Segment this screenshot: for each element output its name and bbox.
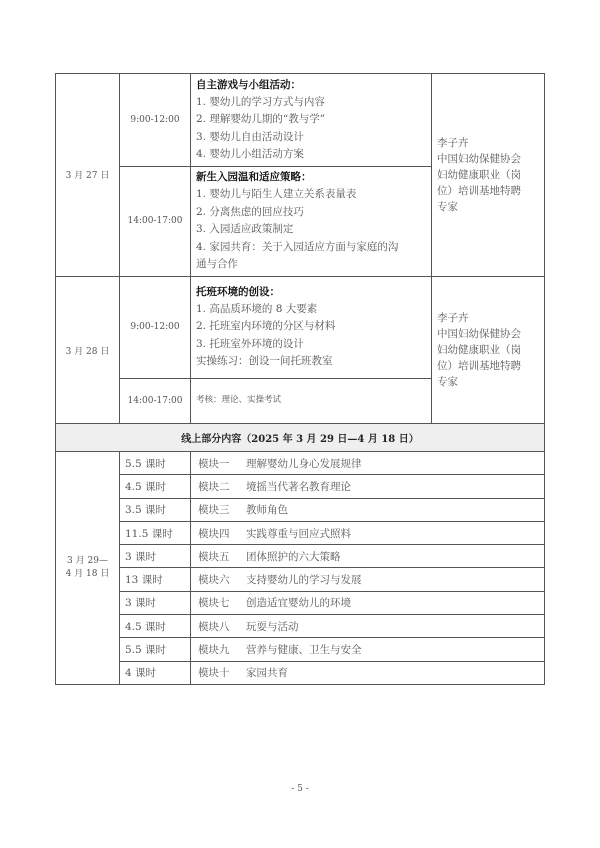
module-number: 模块二 — [198, 480, 230, 493]
module-hours: 3 课时 — [120, 591, 191, 614]
session-item: 考核：理论、实操考试 — [196, 395, 282, 406]
module-name: 家园共育 — [246, 667, 288, 680]
table-row — [56, 498, 545, 521]
table-row — [56, 568, 545, 591]
module-cell — [191, 591, 545, 614]
time-cell: 9:00-12:00 — [120, 74, 191, 167]
module-cell — [191, 661, 545, 684]
table-row — [56, 74, 545, 167]
time-cell: 14:00-17:00 — [120, 167, 191, 277]
session-item: 1. 婴幼儿与陌生人建立关系表量表 — [196, 188, 357, 200]
table-row — [56, 545, 545, 568]
session-title: 托班环境的创设： — [196, 285, 280, 298]
session-title: 自主游戏与小组活动： — [196, 78, 301, 91]
session-item: 2. 分离焦虑的回应技巧 — [196, 205, 304, 218]
session-item: 1. 高品质环境的 8 大要素 — [196, 302, 318, 315]
table-row — [56, 521, 545, 544]
module-hours: 3.5 课时 — [120, 498, 191, 521]
time-cell: 9:00-12:00 — [120, 276, 191, 378]
module-number: 模块八 — [198, 620, 230, 633]
module-cell — [191, 521, 545, 544]
module-name: 境摇当代著名教育理论 — [246, 480, 351, 493]
session-item: 实操练习：创设一间托班教室 — [196, 355, 333, 367]
time-cell: 14:00-17:00 — [120, 378, 191, 424]
teacher-title: 妇幼健康职业（岗 — [437, 344, 521, 356]
module-name: 理解婴幼儿身心发展规律 — [246, 457, 362, 470]
session-content — [191, 167, 432, 277]
module-cell — [191, 498, 545, 521]
module-number: 模块一 — [198, 457, 230, 470]
online-section-header: 线上部分内容（2025 年 3 月 29 日—4 月 18 日） — [56, 424, 545, 452]
module-number: 模块四 — [198, 527, 230, 540]
teacher-name: 李子卉 — [437, 312, 469, 324]
module-number: 模块五 — [198, 550, 230, 563]
module-hours: 3 课时 — [120, 545, 191, 568]
module-cell — [191, 568, 545, 591]
teacher-title: 位）培训基地特聘 — [437, 184, 521, 197]
date-cell: 3 月 28 日 — [56, 276, 120, 424]
offline-schedule-table — [55, 73, 545, 425]
session-item: 3. 婴幼儿自由活动设计 — [196, 130, 304, 143]
teacher-title: 中国妇幼保健协会 — [437, 152, 521, 165]
date-range-end: 4 月 18 日 — [65, 568, 110, 579]
module-name: 团体照护的六大策略 — [246, 550, 341, 563]
table-row — [56, 638, 545, 661]
teacher-title: 中国妇幼保健协会 — [437, 328, 521, 340]
session-content — [191, 74, 432, 167]
session-item: 2. 理解婴幼儿期的“教与学” — [196, 113, 326, 125]
table-row — [56, 276, 545, 378]
online-date-range — [56, 452, 120, 685]
date-range-start: 3 月 29— — [67, 555, 108, 566]
teacher-cell — [432, 74, 545, 277]
module-hours: 11.5 课时 — [120, 521, 191, 544]
module-cell — [191, 545, 545, 568]
session-item: 3. 入园适应政策制定 — [196, 223, 294, 235]
table-row — [56, 475, 545, 498]
teacher-title: 妇幼健康职业（岗 — [437, 168, 521, 181]
online-header-row — [56, 424, 545, 452]
teacher-title: 位）培训基地特聘 — [437, 360, 521, 372]
module-cell — [191, 615, 545, 638]
module-number: 模块九 — [198, 644, 230, 657]
module-number: 模块六 — [198, 574, 230, 587]
table-row — [56, 615, 545, 638]
module-name: 教师角色 — [246, 504, 288, 517]
module-hours: 4 课时 — [120, 661, 191, 684]
session-title: 新生入园温和适应策略： — [196, 171, 312, 183]
module-hours: 4.5 课时 — [120, 475, 191, 498]
module-cell — [191, 638, 545, 661]
module-name: 支持婴幼儿的学习与发展 — [246, 574, 362, 587]
teacher-name: 李子卉 — [437, 136, 469, 149]
module-name: 玩耍与活动 — [246, 620, 299, 633]
page-number: - 5 - — [291, 784, 309, 794]
online-modules-table — [55, 423, 545, 685]
teacher-cell — [432, 276, 545, 424]
session-content — [191, 378, 432, 424]
session-item: 3. 托班室外环境的设计 — [196, 337, 304, 350]
module-hours: 5.5 课时 — [120, 638, 191, 661]
session-item: 4. 家园共育：关于入园适应方面与家庭的沟 — [196, 240, 399, 253]
session-content — [191, 276, 432, 378]
module-hours: 4.5 课时 — [120, 615, 191, 638]
session-item: 2. 托班室内环境的分区与材料 — [196, 320, 336, 332]
module-number: 模块十 — [198, 667, 230, 680]
session-item: 通与合作 — [196, 258, 238, 270]
teacher-title: 专家 — [437, 376, 458, 388]
module-name: 实践尊重与回应式照料 — [246, 527, 351, 540]
session-item: 4. 婴幼儿小组活动方案 — [196, 148, 304, 160]
module-hours: 5.5 课时 — [120, 452, 191, 475]
module-number: 模块三 — [198, 504, 230, 517]
table-row — [56, 591, 545, 614]
table-row — [56, 452, 545, 475]
module-hours: 13 课时 — [120, 568, 191, 591]
module-cell — [191, 452, 545, 475]
teacher-title: 专家 — [437, 200, 458, 213]
module-name: 创造适宜婴幼儿的环境 — [246, 597, 351, 610]
module-name: 营养与健康、卫生与安全 — [246, 644, 362, 657]
session-item: 1. 婴幼儿的学习方式与内容 — [196, 95, 325, 108]
table-row — [56, 661, 545, 684]
date-cell: 3 月 27 日 — [56, 74, 120, 277]
module-cell — [191, 475, 545, 498]
module-number: 模块七 — [198, 597, 230, 610]
